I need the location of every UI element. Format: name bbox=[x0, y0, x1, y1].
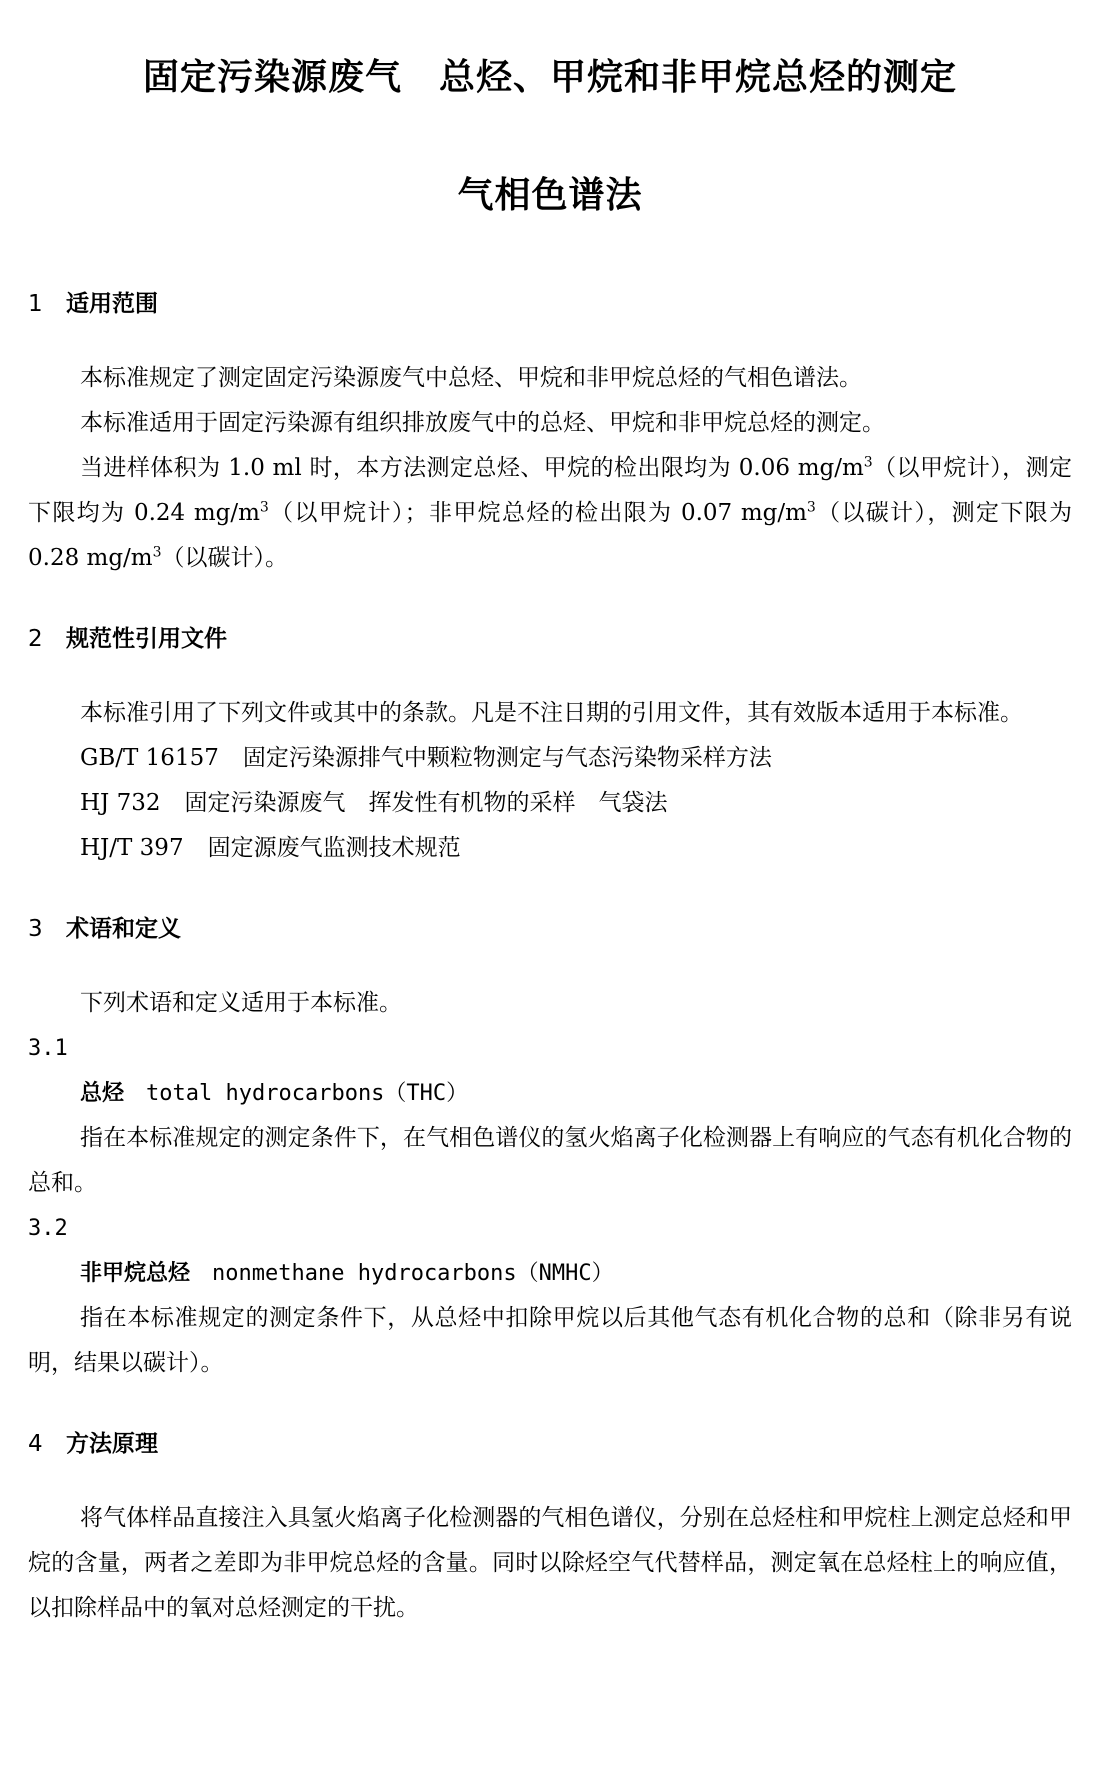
section-number: 2 bbox=[28, 626, 43, 652]
reference-item bbox=[28, 826, 1072, 871]
subclause-number: 3.1 bbox=[28, 1036, 68, 1061]
section-terms-definitions bbox=[28, 909, 1072, 1386]
term-definition: 指在本标准规定的测定条件下，从总烃中扣除甲烷以后其他气态有机化合物的总和（除非另有说明，结果以碳计）。 bbox=[28, 1305, 1072, 1376]
reference-title: 固定源废气监测技术规范 bbox=[207, 835, 461, 861]
section-number: 3 bbox=[28, 916, 43, 942]
section-number: 4 bbox=[28, 1431, 43, 1457]
section-heading bbox=[28, 909, 1072, 949]
term-english: total hydrocarbons（THC） bbox=[146, 1081, 469, 1106]
term-chinese: 非甲烷总烃 bbox=[80, 1261, 191, 1286]
document-subtitle: 气相色谱法 bbox=[457, 175, 643, 216]
paragraph: 本标准规定了测定固定污染源废气中总烃、甲烷和非甲烷总烃的气相色谱法。 bbox=[80, 365, 862, 391]
paragraph: 本标准引用了下列文件或其中的条款。凡是不注日期的引用文件，其有效版本适用于本标准。 bbox=[80, 700, 1023, 726]
section-title: 方法原理 bbox=[66, 1431, 158, 1457]
paragraph: 下列术语和定义适用于本标准。 bbox=[80, 990, 402, 1016]
term-entry bbox=[28, 1251, 1072, 1296]
reference-item bbox=[28, 736, 1072, 781]
document-title: 固定污染源废气 总烃、甲烷和非甲烷总烃的测定 bbox=[142, 57, 957, 98]
section-method-principle bbox=[28, 1424, 1072, 1631]
section-normative-references bbox=[28, 619, 1072, 871]
term-chinese: 总烃 bbox=[80, 1081, 125, 1106]
reference-code: GB/T 16157 bbox=[80, 745, 219, 771]
reference-item bbox=[28, 781, 1072, 826]
reference-title: 固定污染源废气 挥发性有机物的采样 气袋法 bbox=[184, 790, 668, 816]
section-heading bbox=[28, 284, 1072, 324]
reference-code: HJ 732 bbox=[80, 790, 161, 816]
section-scope bbox=[28, 284, 1072, 581]
reference-code: HJ/T 397 bbox=[80, 835, 184, 861]
section-heading bbox=[28, 1424, 1072, 1464]
subclause-number: 3.2 bbox=[28, 1216, 68, 1241]
term-definition: 指在本标准规定的测定条件下，在气相色谱仪的氢火焰离子化检测器上有响应的气态有机化合物的总和。 bbox=[28, 1125, 1072, 1196]
reference-title: 固定污染源排气中颗粒物测定与气态污染物采样方法 bbox=[242, 745, 772, 771]
section-title: 适用范围 bbox=[66, 291, 158, 317]
section-heading bbox=[28, 619, 1072, 659]
term-english: nonmethane hydrocarbons（NMHC） bbox=[212, 1261, 614, 1286]
section-number: 1 bbox=[28, 291, 43, 317]
paragraph: 将气体样品直接注入具氢火焰离子化检测器的气相色谱仪，分别在总烃柱和甲烷柱上测定总烃和甲烷的含量，两者之差即为非甲烷总烃的含量。同时以除烃空气代替样品，测定氧在总烃柱上的响应值，以扣除样品中的氧对总烃测定的干扰。 bbox=[28, 1505, 1072, 1621]
section-title: 术语和定义 bbox=[66, 916, 181, 942]
term-entry bbox=[28, 1071, 1072, 1116]
paragraph-detection-limits: 当进样体积为 1.0 ml 时，本方法测定总烃、甲烷的检出限均为 0.06 $mg/m^3$（以甲烷计），测定下限均为 0.24 $mg/m^3$（以甲烷计）；非甲烷总烃的检出限为 0.07 $mg/m^3$（以碳计），测定下限为 0.28 $mg/m^3$（以碳计）。 bbox=[28, 454, 1073, 571]
section-title: 规范性引用文件 bbox=[66, 626, 227, 652]
paragraph: 本标准适用于固定污染源有组织排放废气中的总烃、甲烷和非甲烷总烃的测定。 bbox=[80, 410, 885, 436]
